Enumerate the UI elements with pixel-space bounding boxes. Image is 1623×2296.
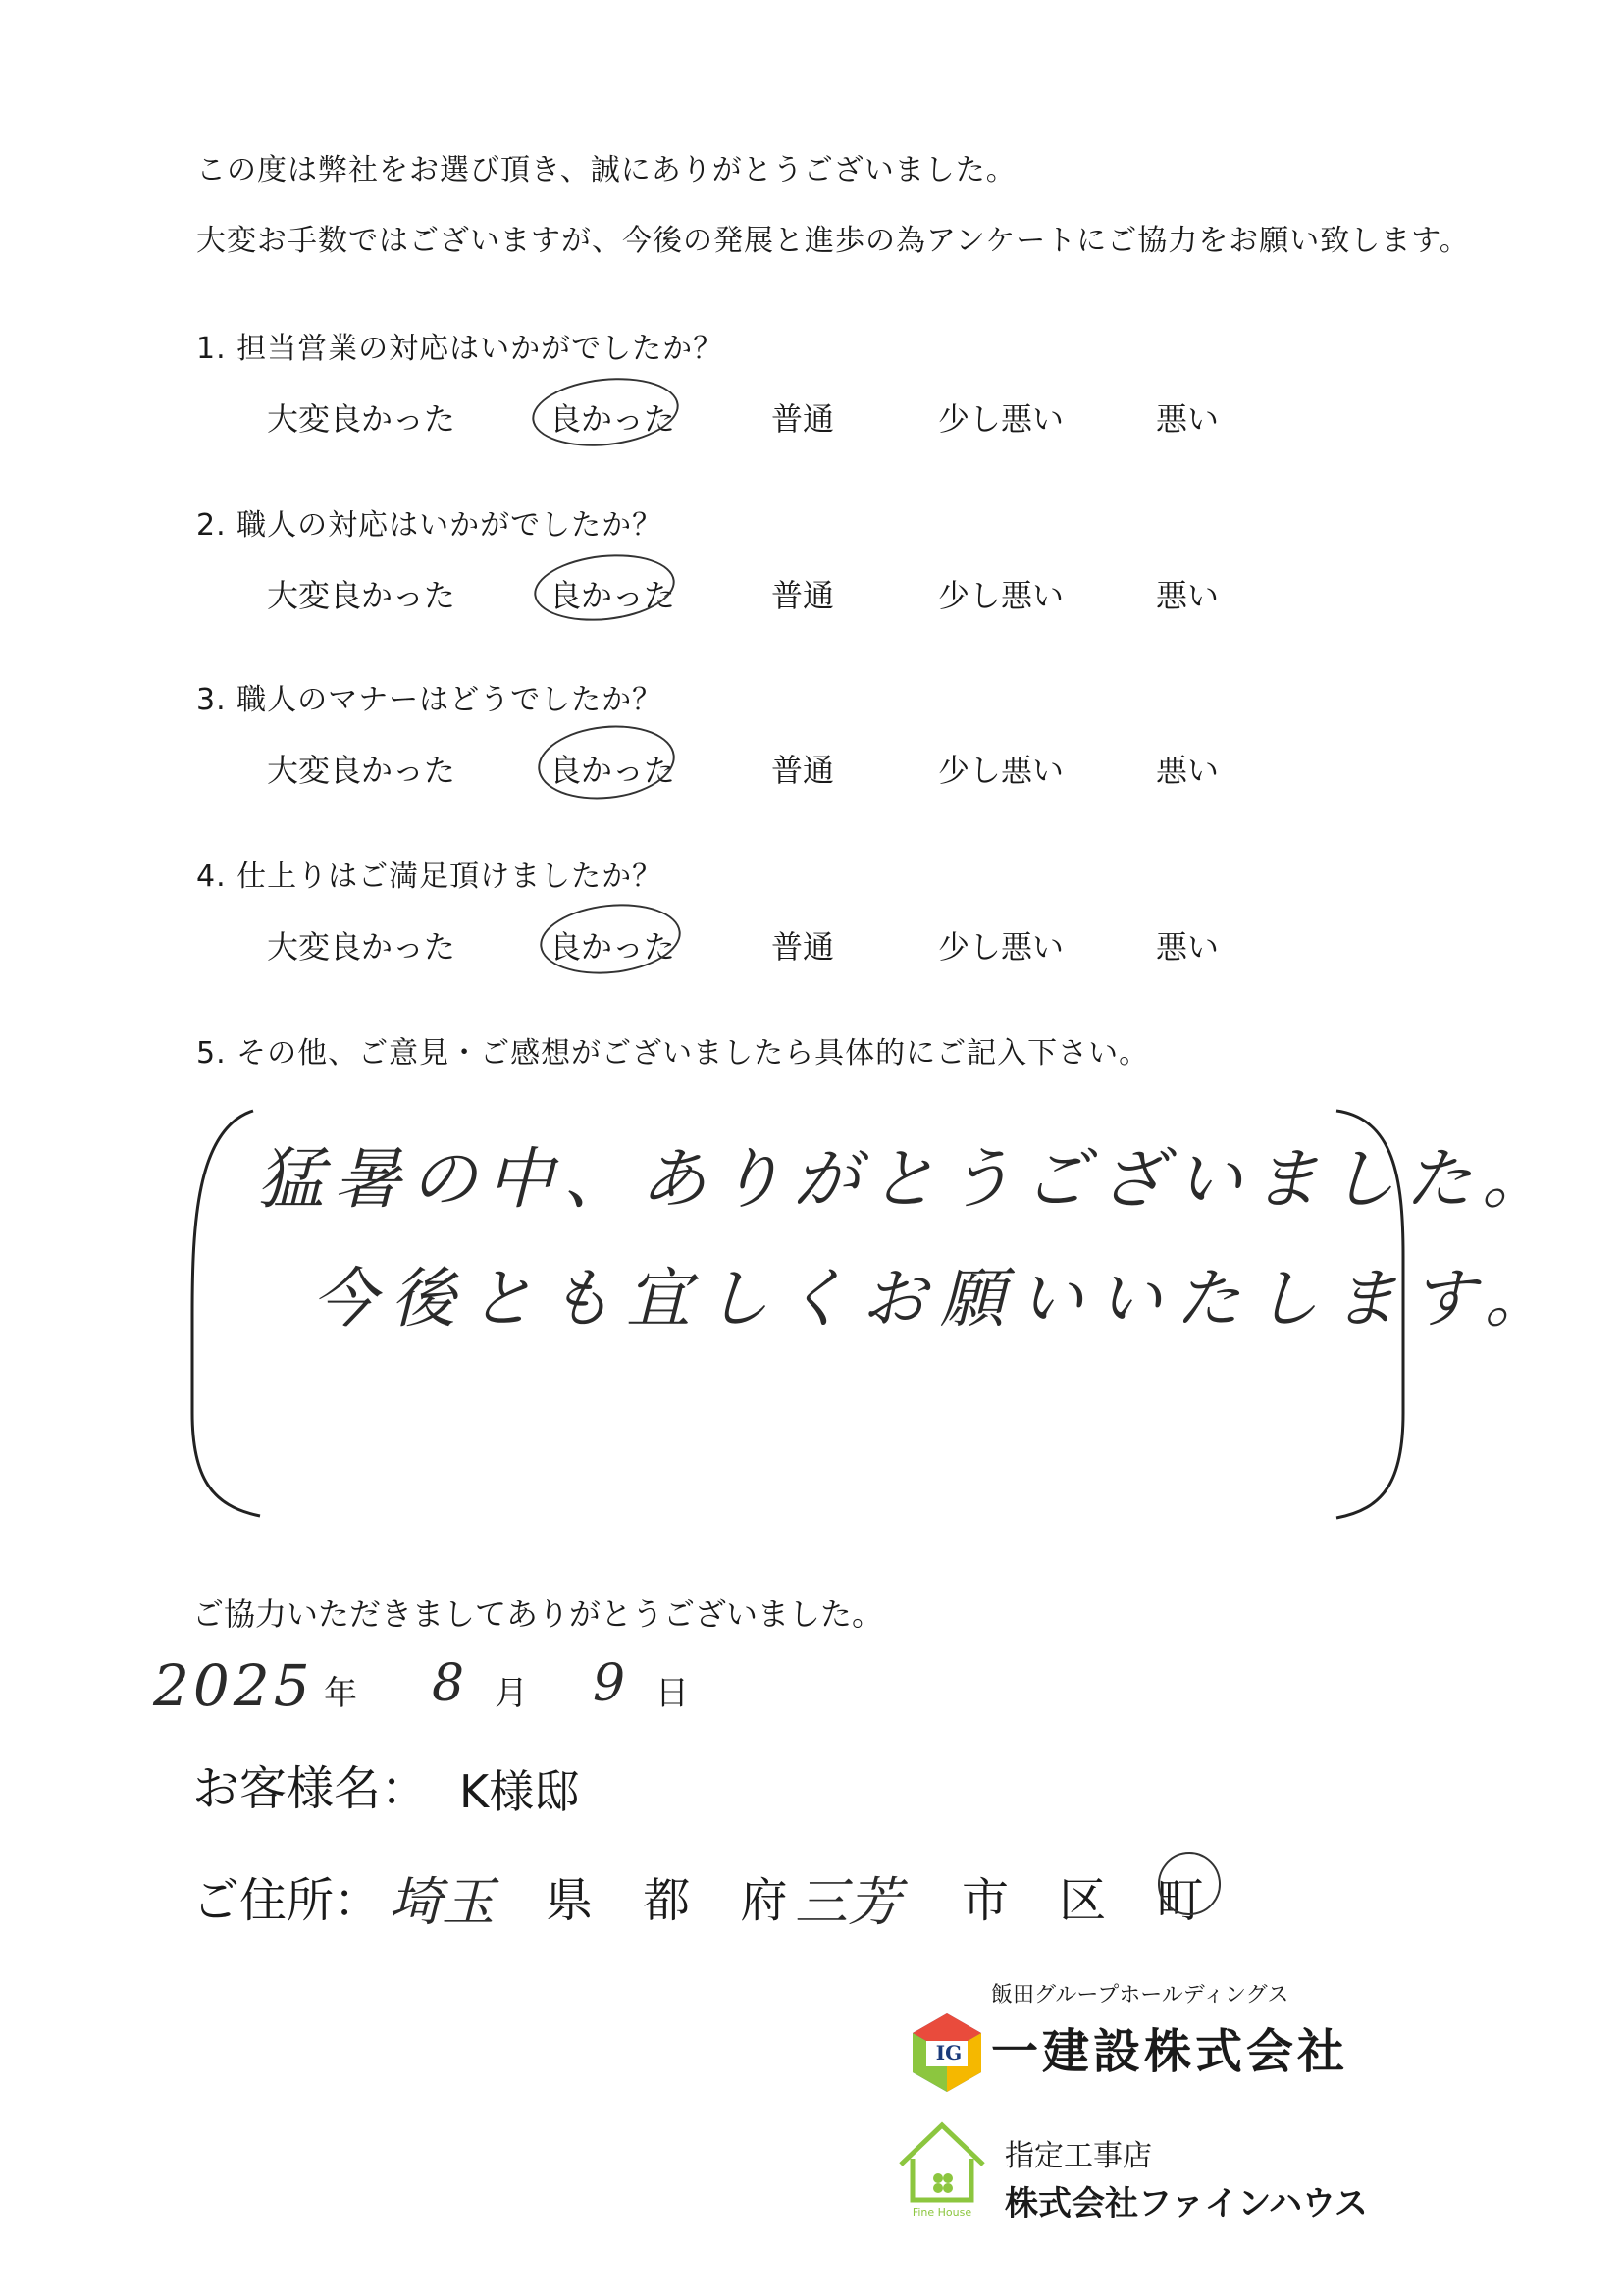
q3-option-very-good[interactable]: 大変良かった (267, 752, 456, 789)
date-year-unit: 年 (324, 1674, 357, 1713)
address-city-units: 市 区 町 (962, 1873, 1222, 1928)
house-logo-text: Fine House (912, 2206, 972, 2218)
comment-line-1[interactable]: 猛暑の中、ありがとうございました。 (257, 1141, 1559, 1219)
q1-option-normal[interactable]: 普通 (771, 400, 835, 438)
date-year-value[interactable]: 2025 (153, 1652, 314, 1719)
q3-option-normal[interactable]: 普通 (771, 752, 835, 789)
q1-option-slightly-bad[interactable]: 少し悪い (938, 400, 1065, 438)
q4-option-slightly-bad[interactable]: 少し悪い (938, 928, 1065, 965)
designated-label: 指定工事店 (1005, 2139, 1152, 2173)
address-prefecture-units: 県 都 府 (546, 1873, 806, 1928)
q3-option-good[interactable]: 良かった (550, 752, 676, 789)
intro-line-1: この度は弊社をお選び頂き、誠にありがとうございました。 (196, 153, 1017, 187)
comment-line-2[interactable]: 今後とも宜しくお願いいたします。 (312, 1261, 1563, 1336)
q4-option-bad[interactable]: 悪い (1156, 928, 1220, 965)
q2-option-slightly-bad[interactable]: 少し悪い (938, 577, 1065, 614)
q4-option-very-good[interactable]: 大変良かった (267, 928, 456, 965)
group-name: 飯田グループホールディングス (991, 1983, 1289, 2008)
closing-message: ご協力いただきましてありがとうございました。 (192, 1595, 884, 1633)
date-month-value[interactable]: 8 (432, 1654, 465, 1713)
q1-option-bad[interactable]: 悪い (1156, 400, 1220, 438)
q2-option-very-good[interactable]: 大変良かった (267, 577, 456, 614)
ig-logo-letters: IG (935, 2041, 963, 2064)
q3-option-bad[interactable]: 悪い (1156, 752, 1220, 789)
question-1-label: 1. 担当営業の対応はいかがでしたか？ (196, 332, 724, 366)
question-2-label: 2. 職人の対応はいかがでしたか？ (196, 508, 663, 543)
question-5-label: 5. その他、ご意見・ご感想がございましたら具体的にご記入下さい。 (196, 1036, 1150, 1070)
date-day-unit: 日 (655, 1674, 689, 1713)
q4-option-normal[interactable]: 普通 (771, 928, 835, 965)
q4-option-good[interactable]: 良かった (550, 928, 676, 965)
address-label: ご住所： (192, 1873, 382, 1928)
customer-name-value[interactable]: K様邸 (459, 1765, 580, 1818)
customer-name-label: お客様名： (192, 1761, 429, 1816)
address-city-value[interactable]: 三芳 (795, 1871, 901, 1933)
address-prefecture-value[interactable]: 埼玉 (389, 1871, 495, 1933)
question-3-label: 3. 職人のマナーはどうでしたか？ (196, 683, 663, 717)
company-name: 一建設株式会社 (991, 2024, 1349, 2079)
date-month-unit: 月 (495, 1674, 528, 1713)
q2-option-normal[interactable]: 普通 (771, 577, 835, 614)
q2-option-bad[interactable]: 悪い (1156, 577, 1220, 614)
date-day-value[interactable]: 9 (593, 1654, 626, 1713)
q3-option-slightly-bad[interactable]: 少し悪い (938, 752, 1065, 789)
q1-option-very-good[interactable]: 大変良かった (267, 400, 456, 438)
q2-option-good[interactable]: 良かった (550, 577, 676, 614)
q1-option-good[interactable]: 良かった (550, 400, 676, 438)
contractor-name: 株式会社ファインハウス (1005, 2184, 1368, 2223)
question-4-label: 4. 仕上りはご満足頂けましたか？ (196, 860, 663, 894)
intro-line-2: 大変お手数ではございますが、今後の発展と進歩の為アンケートにご協力をお願い致します。 (196, 224, 1470, 258)
